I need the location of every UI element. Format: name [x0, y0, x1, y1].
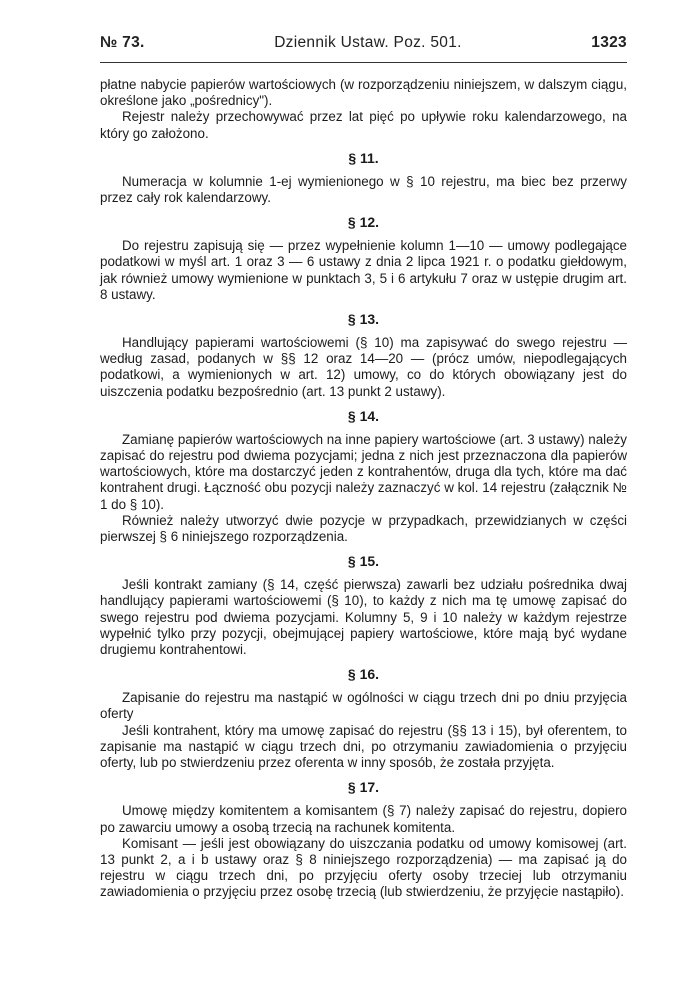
section-heading: § 16.	[347, 666, 380, 683]
header-rule	[100, 62, 627, 63]
paragraph: Do rejestru zapisują się — przez wypełnienie kolumn 1—10 — umowy podlegające podatkowi w myśl art. 1 oraz 3 — 6 ustawy z dnia 2 lipca 1921 r. o podatku giełdowym, jak również umowy wymienione w punktach 3, 5 i 6 artykułu 7 oraz w ustępie drugim art. 8 ustawy.	[100, 238, 627, 302]
journal-title: Dziennik Ustaw. Poz. 501.	[274, 34, 462, 51]
paragraph: Komisant — jeśli jest obowiązany do uiszczania podatku od umowy komisowej (art. 13 punkt 2, a i b ustawy oraz § 8 niniejszego rozporządzenia) — ma zapisać ją do rejestru w ciągu trzech dni, po przyjęciu oferty osoby trzeciej lub otrzymaniu zawiadomienia o przyjęciu przez osobę trzecią (lub stwierdzeniu, że przyjęcie nastąpiło).	[100, 835, 627, 900]
section-heading: § 12.	[347, 214, 380, 231]
paragraph: Rejestr należy przechowywać przez lat pięć po upływie roku kalendarzowego, na który go założono.	[100, 109, 627, 141]
section-heading: § 15.	[347, 553, 380, 570]
paragraph: Zapisanie do rejestru ma nastąpić w ogólności w ciągu trzech dni po dniu przyjęcia oferty	[100, 690, 627, 722]
paragraph: Również należy utworzyć dwie pozycje w przypadkach, przewidzianych w części pierwszej § 6 niniejszego rozporządzenia.	[100, 512, 627, 545]
page-header	[100, 34, 627, 56]
issue-number: № 73.	[100, 34, 145, 51]
paragraph: Jeśli kontrahent, który ma umowę zapisać do rejestru (§§ 13 i 15), był oferentem, to zapisanie ma nastąpić w ciągu trzech dni, po otrzymaniu zawiadomienia o przyjęciu oferty, lub po stwierdzeniu przez oferenta w inny sposób, że została przyjęta.	[100, 722, 627, 771]
page-number: 1323	[591, 34, 627, 51]
document-body	[100, 77, 627, 901]
section-heading: § 14.	[347, 407, 380, 424]
paragraph: Numeracja w kolumnie 1-ej wymienionego w § 10 rejestru, ma biec bez przerwy przez cały rok kalendarzowy.	[100, 173, 627, 206]
section-heading: § 13.	[347, 311, 380, 328]
section-heading: § 17.	[347, 779, 380, 796]
section-heading: § 11.	[348, 149, 379, 166]
paragraph: Umowę między komitentem a komisantem (§ 7) należy zapisać do rejestru, dopiero po zawarciu umowy a osobą trzecią na rachunek komitenta.	[100, 803, 627, 835]
paragraph: płatne nabycie papierów wartościowych (w rozporządzeniu niniejszem, w dalszym ciągu, określone jako „pośrednicy").	[100, 77, 627, 109]
paragraph: Zamianę papierów wartościowych na inne papiery wartościowe (art. 3 ustawy) należy zapisać do rejestru pod dwiema pozycjami; jedna z nich jest przeznaczona dla papierów wartościowych, które ma dostarczyć jeden z kontrahentów, druga dla tych, które ma dać kontrahent drugi. Łączność obu pozycji należy zaznaczyć w kol. 14 rejestru (załącznik № 1 do § 10).	[100, 431, 627, 512]
paragraph: Handlujący papierami wartościowemi (§ 10) ma zapisywać do swego rejestru — według zasad, podanych w §§ 12 oraz 14—20 — (prócz umów, niepodlegających podatkowi, a wymienionych w art. 12) umowy, co do których obowiązany jest do uiszczenia podatku bezpośrednio (art. 13 punkt 2 ustawy).	[100, 335, 627, 399]
paragraph: Jeśli kontrakt zamiany (§ 14, część pierwsza) zawarli bez udziału pośrednika dwaj handlujący papierami wartościowemi (§ 10), to każdy z nich ma tę umowę zapisać do swego rejestru pod dwiema pozycjami. Kolumny 5, 9 i 10 należy w każdym rejestrze wypełnić tylko przy pozycji, obejmującej papiery wartościowe, które mają być wydane drugiemu kontrahentowi.	[100, 577, 627, 658]
